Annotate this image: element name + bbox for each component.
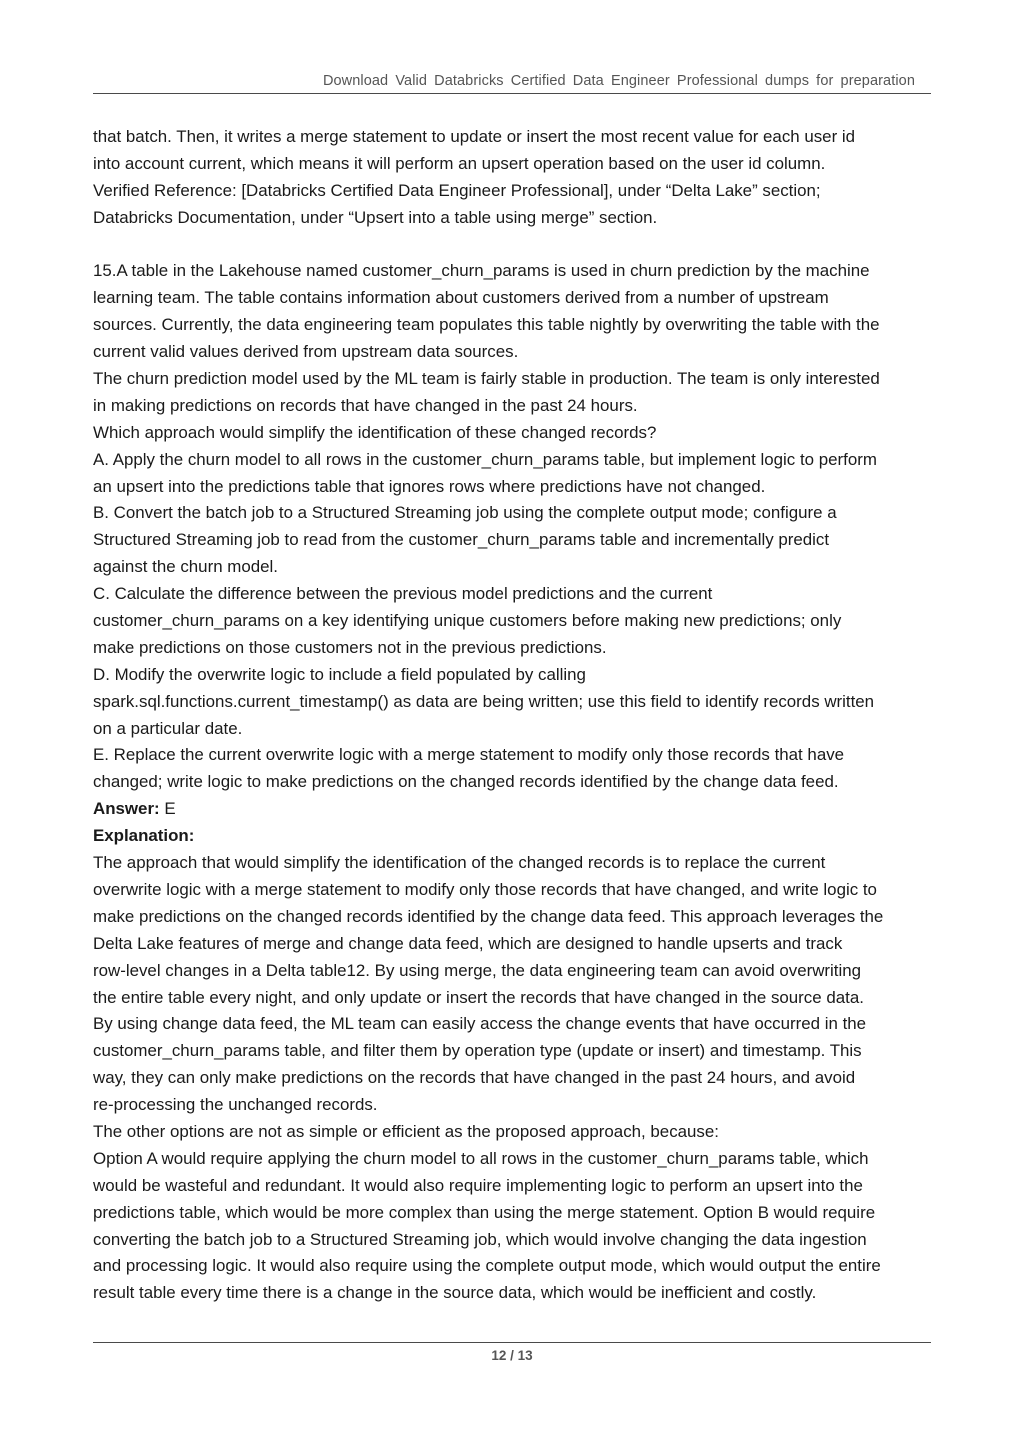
explanation-text-line: The approach that would simplify the identification of the changed records is to replace the current	[93, 853, 826, 873]
option-a-line: an upsert into the predictions table that ignores rows where predictions have not changed.	[93, 476, 766, 496]
intro-paragraph	[93, 124, 935, 232]
option-e-line: changed; write logic to make predictions on the changed records identified by the change data feed.	[93, 772, 839, 792]
explanation-text-line: By using change data feed, the ML team can easily access the change events that have occurred in the	[93, 1014, 867, 1034]
answer-line	[93, 796, 935, 823]
document-body	[93, 124, 935, 1307]
question-text-line: in making predictions on records that have changed in the past 24 hours.	[93, 395, 638, 415]
explanation-text-line: overwrite logic with a merge statement to modify only those records that have changed, and write logic to	[93, 879, 877, 899]
explanation-text-line: converting the batch job to a Structured Streaming job, which would involve changing the data ingestion	[93, 1229, 867, 1249]
option-b-line: Structured Streaming job to read from the customer_churn_params table and incrementally predict	[93, 530, 830, 550]
answer-label: Answer:	[93, 799, 160, 819]
explanation-text-line: predictions table, which would be more complex than using the merge statement. Option B would require	[93, 1202, 876, 1222]
option-b-line: B. Convert the batch job to a Structured Streaming job using the complete output mode; configure a	[93, 503, 837, 523]
header-text: Download Valid Databricks Certified Data Engineer Professional dumps for preparation	[322, 73, 915, 89]
text-line: that batch. Then, it writes a merge statement to update or insert the most recent value for each user id	[93, 127, 856, 146]
page-footer	[93, 1342, 931, 1363]
option-d-line: spark.sql.functions.current_timestamp() as data are being written; use this field to identify records written	[93, 691, 875, 711]
answer-value: E	[159, 799, 176, 819]
explanation-text-line: The other options are not as simple or efficient as the proposed approach, because:	[93, 1121, 719, 1141]
question-text-line: learning team. The table contains information about customers derived from a number of upstream	[93, 288, 829, 308]
option-b-line: against the churn model.	[93, 557, 278, 577]
explanation-text-line: row-level changes in a Delta table12. By using merge, the data engineering team can avoid overwriting	[93, 960, 862, 980]
explanation-text-line: the entire table every night, and only update or insert the records that have changed in the source data.	[93, 987, 864, 1007]
option-e-line: E. Replace the current overwrite logic with a merge statement to modify only those records that have	[93, 745, 845, 765]
option-d-line: on a particular date.	[93, 718, 243, 738]
text-line: Databricks Documentation, under “Upsert into a table using merge” section.	[93, 207, 658, 227]
option-d-line: D. Modify the overwrite logic to include a field populated by calling	[93, 664, 586, 684]
question-text-line: sources. Currently, the data engineering team populates this table nightly by overwriting the table with the	[93, 315, 880, 335]
question-block	[93, 258, 935, 796]
explanation-text-line: Delta Lake features of merge and change data feed, which are designed to handle upserts and track	[93, 933, 843, 953]
explanation-text-line: customer_churn_params table, and filter them by operation type (update or insert) and timestamp. This	[93, 1041, 862, 1061]
page-header	[93, 64, 931, 94]
explanation-text-line: would be wasteful and redundant. It would also require implementing logic to perform an upsert into the	[93, 1175, 863, 1195]
question-text-line: current valid values derived from upstream data sources.	[93, 342, 519, 362]
explanation-text-line: way, they can only make predictions on the records that have changed in the past 24 hours, and avoid	[93, 1068, 856, 1088]
question-text-line: 15.A table in the Lakehouse named customer_churn_params is used in churn prediction by the machine	[93, 261, 870, 281]
question-prompt: Which approach would simplify the identification of these changed records?	[93, 422, 657, 442]
explanation-text-line: result table every time there is a change in the source data, which would be inefficient and costly.	[93, 1283, 817, 1303]
option-a-line: A. Apply the churn model to all rows in the customer_churn_params table, but implement logic to perform	[93, 449, 877, 469]
explanation-block	[93, 850, 935, 1307]
explanation-text-line: and processing logic. It would also require using the complete output mode, which would output the entire	[93, 1256, 881, 1276]
paragraph-spacer	[93, 232, 935, 259]
explanation-text-line: re-processing the unchanged records.	[93, 1095, 378, 1115]
text-line: Verified Reference: [Databricks Certified Data Engineer Professional], under “Delta Lake” section;	[93, 180, 821, 200]
option-c-line: make predictions on those customers not in the previous predictions.	[93, 637, 607, 657]
explanation-text-line: make predictions on the changed records identified by the change data feed. This approach leverages the	[93, 906, 884, 926]
explanation-label: Explanation:	[93, 826, 195, 846]
option-c-line: customer_churn_params on a key identifying unique customers before making new predictions; only	[93, 611, 842, 631]
explanation-text-line: Option A would require applying the churn model to all rows in the customer_churn_params table, which	[93, 1148, 869, 1168]
question-text-line: The churn prediction model used by the ML team is fairly stable in production. The team is only interested	[93, 369, 880, 389]
option-c-line: C. Calculate the difference between the previous model predictions and the current	[93, 584, 713, 604]
page-number: 12 / 13	[491, 1348, 533, 1363]
text-line: into account current, which means it will perform an upsert operation based on the user id column.	[93, 153, 826, 173]
